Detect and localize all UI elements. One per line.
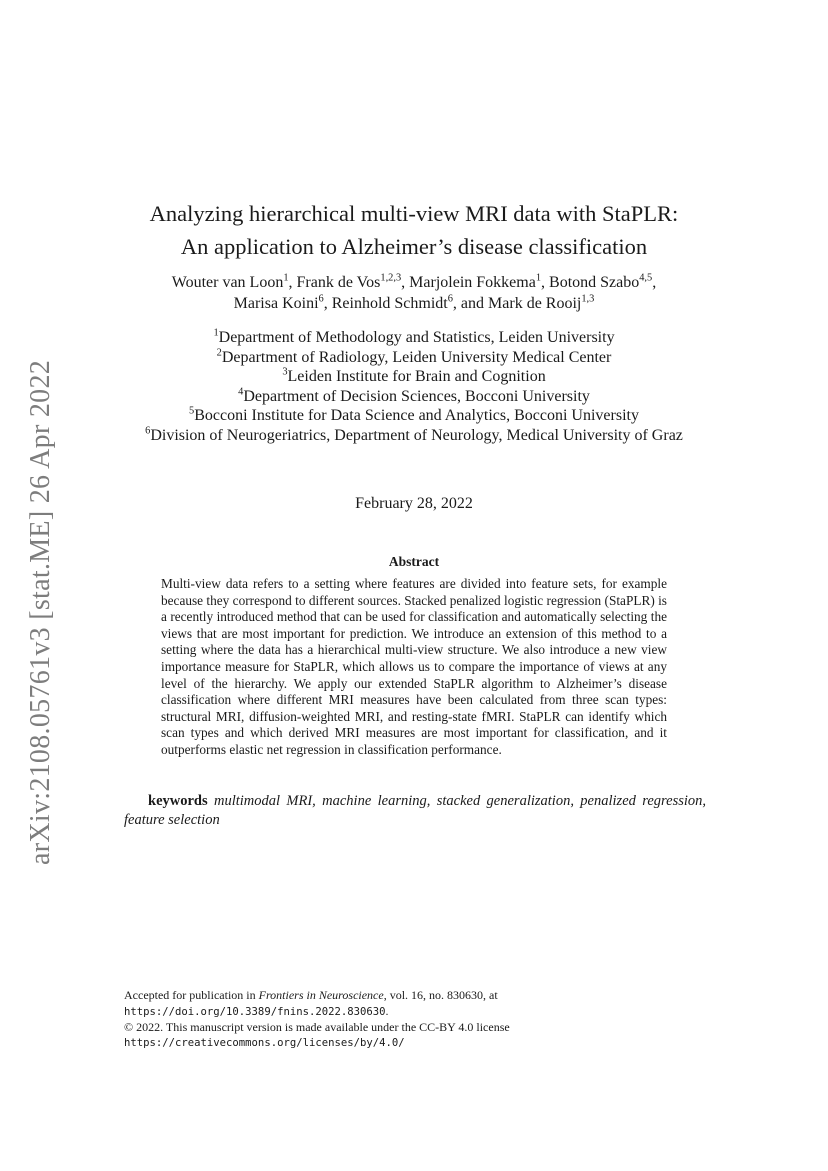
affiliation-item (110, 406, 718, 426)
keywords-label: keywords (148, 793, 208, 809)
affiliation-number: 2 (216, 347, 222, 359)
author-name: Botond Szabo (549, 274, 640, 291)
footnote-journal: Frontiers in Neuroscience (258, 988, 384, 1002)
affiliation-list (110, 328, 718, 445)
author-name: Frank de Vos (296, 274, 381, 291)
affiliation-text: Division of Neurogeriatrics, Department of Neurology, Medical University of Graz (150, 426, 683, 444)
affiliation-text: Bocconi Institute for Data Science and Analytics, Bocconi University (194, 407, 639, 424)
author-affiliation-mark: 4,5 (639, 272, 653, 284)
footnote-line-doi (124, 1004, 684, 1021)
author-affiliation-mark: 1 (283, 272, 289, 284)
title-line-1: Analyzing hierarchical multi-view MRI data with StaPLR: (149, 201, 679, 226)
footnote-line-accepted (124, 988, 684, 1004)
author-name: Wouter van Loon (171, 274, 284, 291)
publication-footnote (124, 988, 684, 1051)
affiliation-item (110, 367, 718, 387)
affiliation-text: Department of Radiology, Leiden University Medical Center (221, 348, 612, 366)
doi-end: . (385, 1003, 389, 1018)
author-affiliation-mark: 1,2,3 (380, 272, 402, 284)
affiliation-text: Department of Methodology and Statistics, Leiden University (218, 329, 615, 346)
affiliation-number: 6 (145, 425, 151, 437)
paper-title (110, 197, 718, 263)
author-separator: , (323, 295, 332, 312)
affiliation-item (110, 328, 718, 348)
author-affiliation-mark: 6 (318, 293, 324, 305)
author-line-1 (110, 272, 718, 293)
author-separator: , and (452, 295, 489, 312)
author-name: Mark de Rooij (488, 295, 582, 312)
arxiv-identifier-text: arXiv:2108.05761v3 [stat.ME] 26 Apr 2022 (25, 359, 56, 865)
affiliation-item (110, 387, 718, 407)
abstract-heading: Abstract (388, 554, 440, 569)
license-link[interactable]: https://creativecommons.org/licenses/by/4.0/ (124, 1036, 405, 1049)
author-separator: , (652, 274, 657, 291)
affiliation-number: 4 (238, 386, 244, 398)
author-affiliation-mark: 6 (447, 293, 453, 305)
affiliation-text: Department of Decision Sciences, Bocconi University (243, 387, 590, 405)
author-name: Marjolein Fokkema (409, 274, 536, 291)
abstract-text: Multi-view data refers to a setting where features are divided into feature sets, for example because they correspond to different sources. Stacked penalized logistic regression (StaPLR) is a recently introduced method that can be used for classification and automatically selecting the views that are most important for prediction. We introduce an extension of this method to a setting where the data has a hierarchical multi-view structure. We also introduce a new view importance measure for StaPLR, which allows us to compare the importance of views at any level of the hierarchy. We apply our extended StaPLR algorithm to Alzheimer’s disease classification where different MRI measures have been calculated from three scan types: structural MRI, diffusion-weighted MRI, and resting-state fMRI. StaPLR can identify which scan types and which derived MRI measures are most important for classification, and it outperforms elastic net regression in classification performance. (161, 576, 667, 757)
keywords-text: multimodal MRI, machine learning, stacked generalization, penalized regression, feature selection (124, 793, 707, 828)
author-affiliation-mark: 1 (535, 272, 542, 284)
affiliation-number: 1 (213, 327, 219, 339)
arxiv-identifier-stamp (26, 355, 56, 865)
author-separator: , (401, 274, 410, 291)
author-name: Reinhold Schmidt (331, 295, 448, 312)
affiliation-number: 3 (282, 366, 288, 378)
footnote-accepted-suffix: , vol. 16, no. 830630, at (383, 988, 498, 1002)
title-line-2: An application to Alzheimer’s disease classification (180, 234, 648, 259)
footnote-copyright: © 2022. This manuscript version is made available under the CC-BY 4.0 license (124, 1020, 510, 1034)
author-separator: , (541, 274, 550, 291)
affiliation-item (110, 348, 718, 368)
doi-link[interactable]: https://doi.org/10.3389/fnins.2022.830630 (124, 1005, 386, 1018)
affiliation-item (110, 426, 718, 446)
publication-date: February 28, 2022 (355, 495, 473, 512)
footnote-accepted-prefix: Accepted for publication in (124, 988, 259, 1002)
author-affiliation-mark: 1,3 (581, 293, 595, 305)
affiliation-number: 5 (189, 405, 195, 417)
author-line-2 (110, 293, 718, 314)
keywords-block (124, 792, 706, 830)
author-separator: , (288, 274, 297, 291)
author-list (110, 272, 718, 314)
author-name: Marisa Koini (233, 295, 319, 312)
affiliation-text: Leiden Institute for Brain and Cognition (287, 368, 546, 385)
